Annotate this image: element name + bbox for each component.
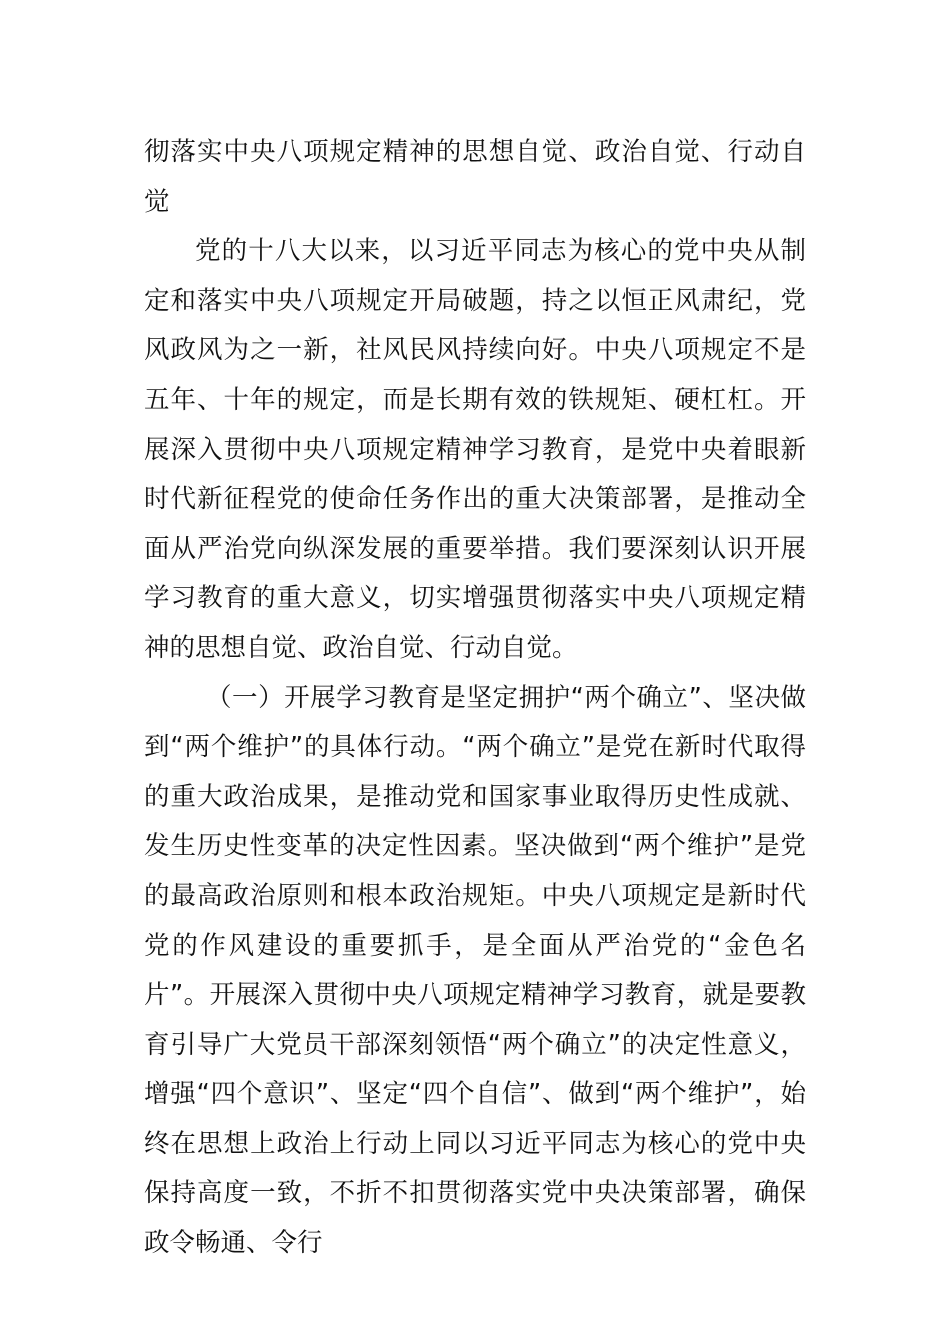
body-paragraph-intro: 党的十八大以来，以习近平同志为核心的党中央从制定和落实中央八项规定开局破题，持之以恒正风肃纪，党风政风为之一新，社风民风持续向好。中央八项规定不是五年、十年的规定，而是长期有效的铁规矩、硬杠杠。开展深入贯彻中央八项规定精神学习教育，是党中央着眼新时代新征程党的使命任务作出的重大决策部署，是推动全面从严治党向纵深发展的重要举措。我们要深刻认识开展学习教育的重大意义，切实增强贯彻落实中央八项规定精神的思想自觉、政治自觉、行动自觉。 <box>144 236 806 663</box>
body-paragraph-point-one: （一）开展学习教育是坚定拥护“两个确立”、坚决做到“两个维护”的具体行动。“两个确立”是党在新时代取得的重大政治成果，是推动党和国家事业取得历史性成就、发生历史性变革的决定性因素。坚决做到“两个维护”是党的最高政治原则和根本政治规矩。中央八项规定是新时代党的作风建设的重要抓手，是全面从严治党的“金色名片”。开展深入贯彻中央八项规定精神学习教育，就是要教育引导广大党员干部深刻领悟“两个确立”的决定性意义，增强“四个意识”、坚定“四个自信”、做到“两个维护”，始终在思想上政治上行动上同以习近平同志为核心的党中央保持高度一致，不折不扣贯彻落实党中央决策部署，确保政令畅通、令行 <box>144 682 806 1259</box>
document-body <box>144 128 806 1269</box>
section-heading-continuation: 彻落实中央八项规定精神的思想自觉、政治自觉、行动自觉 <box>144 137 806 217</box>
